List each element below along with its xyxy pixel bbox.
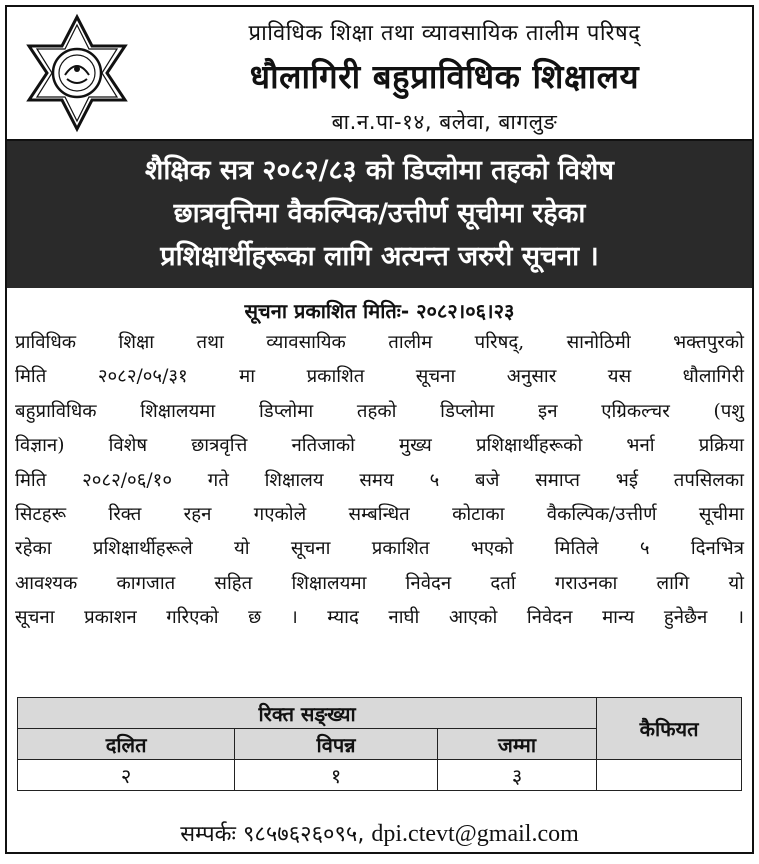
ctevt-star-emblem-icon [21, 13, 133, 133]
body-line: मिति २०८२/०५/३१ मा प्रकाशित सूचना अनुसार यस धौलागिरी [15, 366, 744, 388]
notice-page [5, 5, 754, 854]
body-line: सिटहरू रिक्त रहन गएकोले सम्बन्धित कोटाका वैकल्पिक/उत्तीर्ण सूचीमा [15, 504, 744, 526]
value-dalit: २ [18, 760, 235, 791]
college-address: बा.न.पा-१४, बलेवा, बागलुङ [331, 110, 558, 134]
vacancy-count-header: रिक्त सङ्ख्या [18, 698, 597, 729]
column-header-dalit: दलित [18, 729, 235, 760]
column-header-total: जम्मा [437, 729, 596, 760]
headline-line: प्रशिक्षार्थीहरूका लागि अत्यन्त जरुरी सूचना । [160, 241, 599, 272]
notice-body [7, 326, 752, 636]
notice-headline [7, 141, 752, 288]
published-date: सूचना प्रकाशित मितिः- २०८२।०६।२३ [244, 299, 515, 323]
council-name: प्राविधिक शिक्षा तथा व्यावसायिक तालीम परिषद् [248, 21, 641, 46]
body-line: विज्ञान) विशेष छात्रवृत्ति नतिजाको मुख्य प्रशिक्षार्थीहरूको भर्ना प्रक्रिया [15, 435, 744, 457]
value-remarks [597, 760, 742, 791]
body-line: मिति २०८२/०६/१० गते शिक्षालय समय ५ बजे समाप्त भई तपसिलका [15, 469, 744, 491]
contact-label: सम्पर्कः [180, 822, 236, 847]
body-line: प्राविधिक शिक्षा तथा व्यावसायिक तालीम परिषद्, सानोठिमी भक्तपुरको [15, 332, 744, 353]
table-header-row [18, 698, 742, 729]
college-name: धौलागिरी बहुप्राविधिक शिक्षालय [249, 57, 640, 96]
value-bipanna: १ [235, 760, 438, 791]
table-row [18, 760, 742, 791]
letterhead [7, 7, 752, 141]
contact-phone: ९८५७६२६०९५, [242, 822, 365, 847]
body-line: बहुप्राविधिक शिक्षालयमा डिप्लोमा तहको डिप्लोमा इन एग्रिकल्चर (पशु [15, 400, 744, 422]
column-header-bipanna: विपन्न [235, 729, 438, 760]
value-total: ३ [437, 760, 596, 791]
vacancy-table [17, 697, 742, 791]
body-line: सूचना प्रकाशन गरिएको छ । म्याद नाघी आएको निवेदन मान्य हुनेछैन । [15, 607, 744, 629]
headline-line: छात्रवृत्तिमा वैकल्पिक/उत्तीर्ण सूचीमा रहेका [173, 198, 586, 229]
remarks-header: कैफियत [597, 698, 742, 760]
body-line: आवश्यक कागजात सहित शिक्षालयमा निवेदन दर्ता गराउनका लागि यो [15, 572, 744, 594]
headline-line: शैक्षिक सत्र २०८२/८३ को डिप्लोमा तहको विशेष [145, 155, 614, 186]
contact-info [7, 818, 752, 848]
body-line: रहेका प्रशिक्षार्थीहरूले यो सूचना प्रकाशित भएको मितिले ५ दिनभित्र [15, 538, 744, 560]
contact-email: dpi.ctevt@gmail.com [371, 821, 579, 847]
